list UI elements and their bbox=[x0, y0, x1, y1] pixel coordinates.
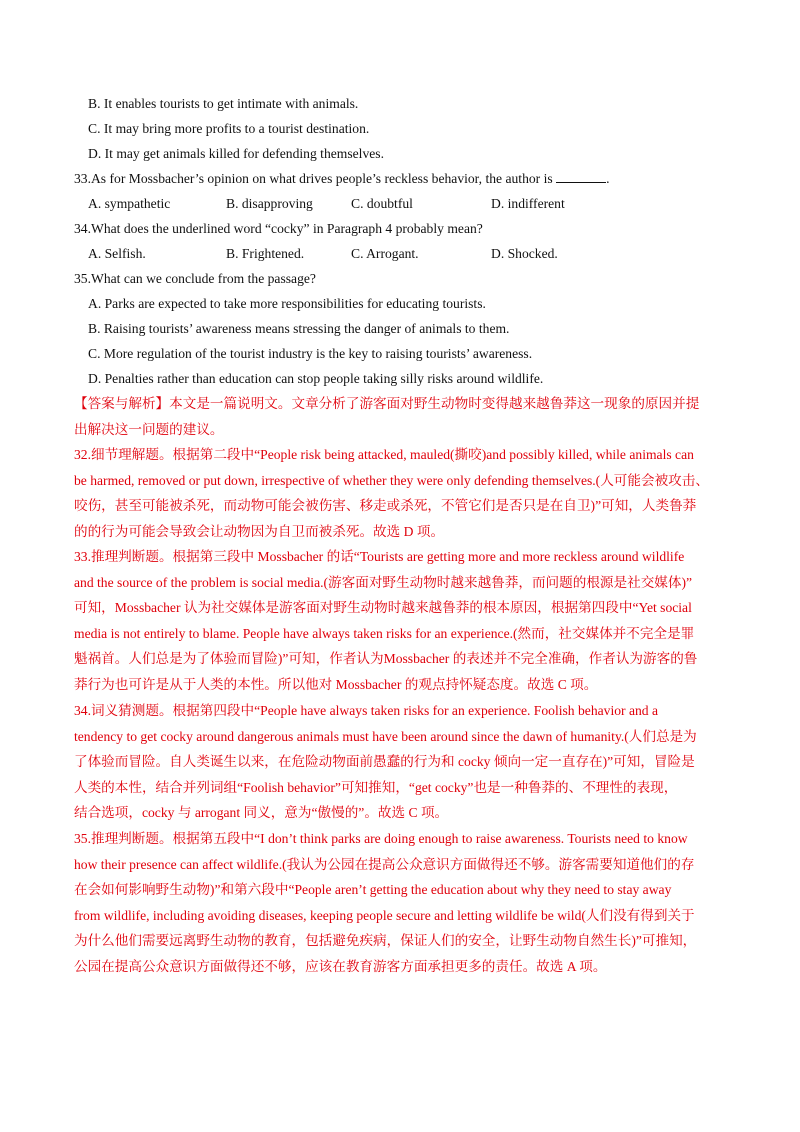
explanation-line: 结合选项，cocky 与 arrogant 同义，意为“傲慢的”。故选 C 项。 bbox=[74, 805, 449, 821]
q34-option-d: D. Shocked. bbox=[491, 246, 558, 261]
explanation-line: how their presence can affect wildlife.(我认为公园在提高公众意识方面做得还不够。游客需要知道他们的存 bbox=[74, 856, 695, 872]
explanation-33 bbox=[74, 544, 728, 698]
explanation-line: 34.词义猜测题。根据第四段中“People have always taken risks for an experience. Foolish behavior and a bbox=[74, 703, 659, 718]
q35-stem: 35.What can we conclude from the passage? bbox=[74, 271, 316, 286]
explanation-line: 为什么他们需要远离野生动物的教育，包括避免疾病，保证人们的安全，让野生动物自然生长)”可推知， bbox=[74, 933, 697, 949]
q32-option-b: B. It enables tourists to get intimate with animals. bbox=[88, 96, 359, 111]
q33-option-b: B. disapproving bbox=[226, 196, 313, 211]
answer-analysis-header bbox=[74, 391, 728, 442]
q33-option-d: D. indifferent bbox=[491, 196, 565, 211]
explanation-line: media is not entirely to blame. People have always taken risks for an experience.(然而，社交媒体并不完全是罪 bbox=[74, 625, 695, 641]
explanation-line: tendency to get cocky around dangerous animals must have been around since the dawn of humanity.(人们总是为 bbox=[74, 728, 697, 744]
explanation-line: 33.推理判断题。根据第三段中 Mossbacher 的话“Tourists are getting more and more reckless around wildlife bbox=[74, 549, 685, 564]
explanation-line: 人类的本性，结合并列词组“Foolish behavior”可知推知，“get cocky”也是一种鲁莽的、不理性的表现， bbox=[74, 779, 678, 795]
explanation-line: 32.细节理解题。根据第二段中“People risk being attacked, mauled(撕咬)and possibly killed, while animals can bbox=[74, 447, 694, 462]
q33-stem-text: 33.As for Mossbacher’s opinion on what drives people’s reckless behavior, the author is bbox=[74, 171, 553, 186]
q32-option-c: C. It may bring more profits to a tourist destination. bbox=[88, 121, 370, 136]
answer-header-line: 出解决这一问题的建议。 bbox=[74, 421, 224, 437]
q32-option-d: D. It may get animals killed for defending themselves. bbox=[88, 146, 384, 161]
q35-option-d: D. Penalties rather than education can stop people taking silly risks around wildlife. bbox=[88, 371, 544, 386]
q33-option-c: C. doubtful bbox=[351, 196, 413, 211]
answer-header-line: 【答案与解析】本文是一篇说明文。文章分析了游客面对野生动物时变得越来越鲁莽这一现象的原因并提 bbox=[74, 396, 700, 411]
explanation-line: 咬伤，甚至可能被杀死，而动物可能会被伤害、移走或杀死，不管它们是否只是在自卫)”可知，人类鲁莽 bbox=[74, 498, 697, 514]
explanation-line: 莽行为也可许是从于人类的本性。所以他对 Mossbacher 的观点持怀疑态度。故选 C 项。 bbox=[74, 676, 598, 692]
explanation-32 bbox=[74, 442, 728, 544]
q33-answer-blank bbox=[556, 170, 606, 183]
explanation-35 bbox=[74, 826, 728, 980]
explanation-line: 的的行为可能会导致会让动物因为自卫而被杀死。故选 D 项。 bbox=[74, 523, 445, 539]
explanation-line: 了体验而冒险。自人类诞生以来，在危险动物面前愚蠢的行为和 cocky 倾向一定一直存在)”可知，冒险是 bbox=[74, 754, 695, 770]
q34-option-b: B. Frightened. bbox=[226, 246, 305, 261]
q34-option-a: A. Selfish. bbox=[88, 246, 146, 261]
q33-stem-end: . bbox=[606, 171, 610, 186]
explanation-line: and the source of the problem is social media.(游客面对野生动物时越来越鲁莽，而问题的根源是社交媒体)” bbox=[74, 574, 693, 590]
q33-option-a: A. sympathetic bbox=[88, 196, 171, 211]
q35-option-a: A. Parks are expected to take more responsibilities for educating tourists. bbox=[88, 296, 486, 311]
q34-option-c: C. Arrogant. bbox=[351, 246, 419, 261]
explanation-line: 可知，Mossbacher 认为社交媒体是游客面对野生动物时越来越鲁莽的根本原因，根据第四段中“Yet social bbox=[74, 600, 692, 616]
q35-option-b: B. Raising tourists’ awareness means stressing the danger of animals to them. bbox=[88, 321, 510, 336]
explanation-line: from wildlife, including avoiding diseases, keeping people secure and letting wildlife be wild(人们没有得到关于 bbox=[74, 907, 695, 923]
q34-stem: 34.What does the underlined word “cocky” in Paragraph 4 probably mean? bbox=[74, 221, 483, 236]
explanation-line: 公园在提高公众意识方面做得还不够，应该在教育游客方面承担更多的责任。故选 A 项。 bbox=[74, 958, 607, 974]
explanation-line: 魁祸首。人们总是为了体验而冒险)”可知，作者认为Mossbacher 的表述并不完全准确，作者认为游客的鲁 bbox=[74, 651, 698, 667]
q33-stem bbox=[74, 166, 609, 191]
explanation-34 bbox=[74, 698, 728, 826]
explanation-line: 35.推理判断题。根据第五段中“I don’t think parks are doing enough to raise awareness. Tourists need to know bbox=[74, 831, 688, 846]
explanation-line: 在会如何影响野生动物)”和第六段中“People aren’t getting the education about why they need to stay away bbox=[74, 882, 672, 898]
q35-option-c: C. More regulation of the tourist industry is the key to raising tourists’ awareness. bbox=[88, 346, 533, 361]
explanation-line: be harmed, removed or put down, irrespective of whether they were only defending themselves.(人可能会被攻击、 bbox=[74, 472, 709, 488]
